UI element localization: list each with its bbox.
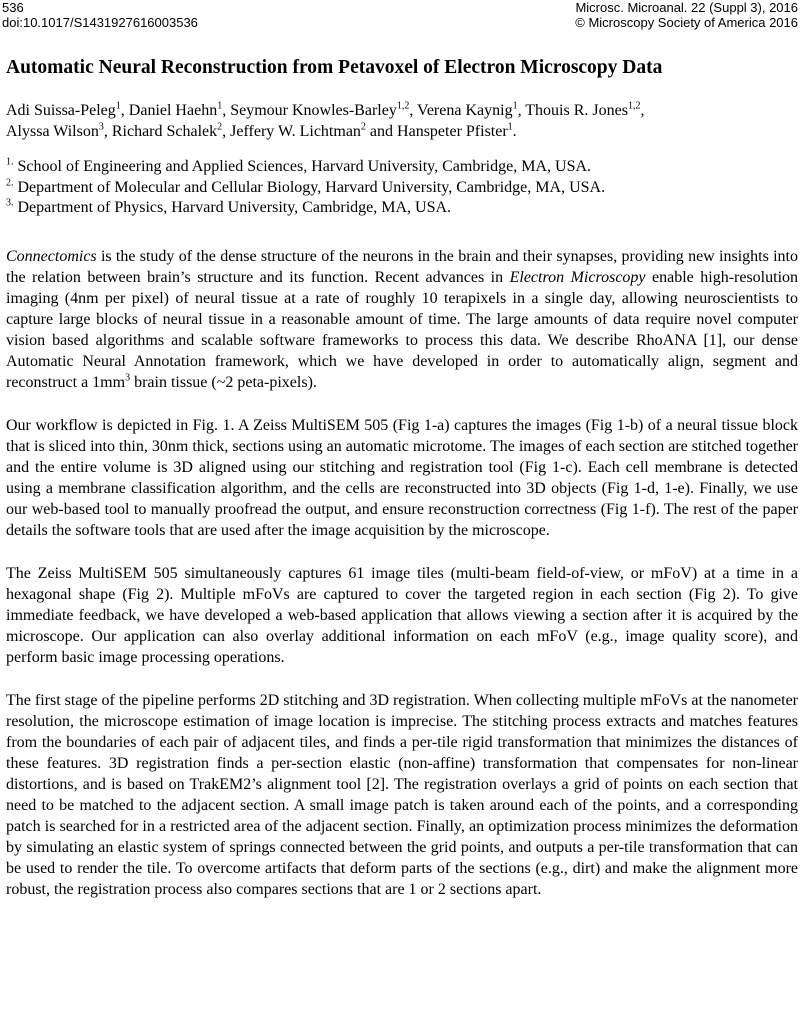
superscript-cubed: 3 [125,372,131,384]
page-number: 536 [2,0,24,15]
affiliation-item [6,178,798,199]
author-list [6,100,798,142]
author-separator: . [512,123,517,140]
paragraph-multisem: The Zeiss MultiSEM 505 simultaneously captures 61 image tiles (multi-beam field-of-view, or mFoV) at a time in a hexagonal shape (Fig 2). Multiple mFoVs are captured to cover the targeted region in each section (Fig 2). To give immediate feedback, we have developed a web-based application that allows viewing a section after it is acquired by the microscope. Our application can also overlay additional information on each mFoV (e.g., image quality score), and perform basic image processing operations. [6,564,798,666]
affiliation-item [6,198,798,219]
author-separator: , [640,102,645,119]
author-affiliation-mark: 2 [360,121,366,133]
author-name: Adi Suissa-Peleg [6,102,116,119]
author-affiliation-mark: 1 [507,121,513,133]
author-affiliation-mark: 1 [217,100,223,112]
author-name: Daniel Haehn [128,102,218,119]
author-affiliation-mark: 1 [115,100,121,112]
author-separator: , [409,102,418,119]
paragraph-intro [6,246,798,393]
author-affiliation-mark: 1,2 [627,100,641,112]
paragraph-stitching: The first stage of the pipeline performs 2D stitching and 3D registration. When collecting multiple mFoVs at the nanometer resolution, the microscope estimation of image location is imprecise. The stitching process extracts and matches features from the boundaries of each pair of adjacent tiles, and finds a per-tile rigid transformation that minimizes the distances of these features. 3D registration finds a per-section elastic (non-affine) transformation that compensates for non-linear distortions, and is based on TrakEM2’s alignment tool [2]. The registration overlays a grid of points on each section that need to be matched to the adjacent section. A small image patch is taken around each of the points, and a corresponding patch is searched for in a restricted area of the adjacent section. Finally, an optimization process minimizes the deformation by simulating an elastic system of springs connected between the grid points, and outputs a per-tile transformation that can be used to render the tile. To overcome artifacts that deform parts of the sections (e.g., dirt) and make the alignment more robust, the registration process also compares sections that are 1 or 2 sections apart. [6,691,798,898]
author-separator: , [222,102,231,119]
paragraph-workflow: Our workflow is depicted in Fig. 1. A Zeiss MultiSEM 505 (Fig 1-a) captures the images (Fig 1-b) of a neural tissue block that is sliced into thin, 30nm thick, sections using an automatic microtome. The images of each section are stitched together and the entire volume is 3D aligned using our stitching and registration tool (Fig 1-c). Each cell membrane is detected using a membrane classification algorithm, and the cells are reconstructed into 3D objects (Fig 1-d, 1-e). Finally, we use our web-based tool to manually proofread the output, and ensure reconstruction correctness (Fig 1-f). The rest of the paper details the software tools that are used after the image acquisition by the microscope. [6,416,798,539]
author-name: Richard Schalek [111,123,218,140]
author-separator: , [120,102,129,119]
author-name: Verena Kaynig [417,102,513,119]
doi: doi:10.1017/S1431927616003536 [2,15,198,30]
author-name: Thouis R. Jones [525,102,628,119]
affiliation-list [6,157,798,219]
term-connectomics: Connectomics [6,247,97,265]
article-body [6,56,798,900]
affiliation-text: School of Engineering and Applied Sciences, Harvard University, Cambridge, MA, USA. [13,158,592,175]
paragraph-text: enable high-resolution imaging (4nm per pixel) of neural tissue at a rate of roughly 10 terapixels in a single day, allowing neuroscientists to capture large blocks of neural tissue in a reasonable amount of time. The large amounts of data require novel computer vision based algorithms and scalable software frameworks to process this data. We describe RhoANA [1], our dense Automatic Neural Annotation framework, which we have developed in order to automatically align, segment and reconstruct a 1mm [6,268,799,391]
affiliation-mark: 2. [6,177,14,189]
author-separator: , [517,102,526,119]
term-electron-microscopy: Electron Microscopy [509,268,646,286]
author-separator: , [103,123,112,140]
author-name: Alyssa Wilson [6,123,99,140]
copyright-notice: © Microscopy Society of America 2016 [575,15,798,30]
affiliation-text: Department of Physics, Harvard University, Cambridge, MA, USA. [13,199,452,216]
paragraph-text: is the study of the dense structure of the neurons in the brain and their synapses, providing new insights into the relation between brain’s structure and its function. Recent advances in [6,247,798,286]
author-name: Seymour Knowles-Barley [230,102,397,119]
author-name: Jeffery W. Lichtman [230,123,361,140]
affiliation-item [6,157,798,178]
author-separator: , [222,123,231,140]
paragraph-text: brain tissue (~2 peta-pixels). [130,373,317,391]
paper-title: Automatic Neural Reconstruction from Petavoxel of Electron Microscopy Data [6,57,663,78]
author-separator: and [365,123,398,140]
journal-citation: Microsc. Microanal. 22 (Suppl 3), 2016 [575,0,798,15]
author-affiliation-mark: 1 [512,100,518,112]
header-right [575,0,798,30]
author-affiliation-mark: 3 [98,121,104,133]
author-affiliation-mark: 2 [217,121,223,133]
author-affiliation-mark: 1,2 [396,100,410,112]
affiliation-text: Department of Molecular and Cellular Biology, Harvard University, Cambridge, MA, USA. [13,178,606,196]
header-left [2,0,198,30]
affiliation-mark: 1. [6,156,14,168]
author-name: Hanspeter Pfister [397,123,508,140]
affiliation-mark: 3. [6,197,14,209]
